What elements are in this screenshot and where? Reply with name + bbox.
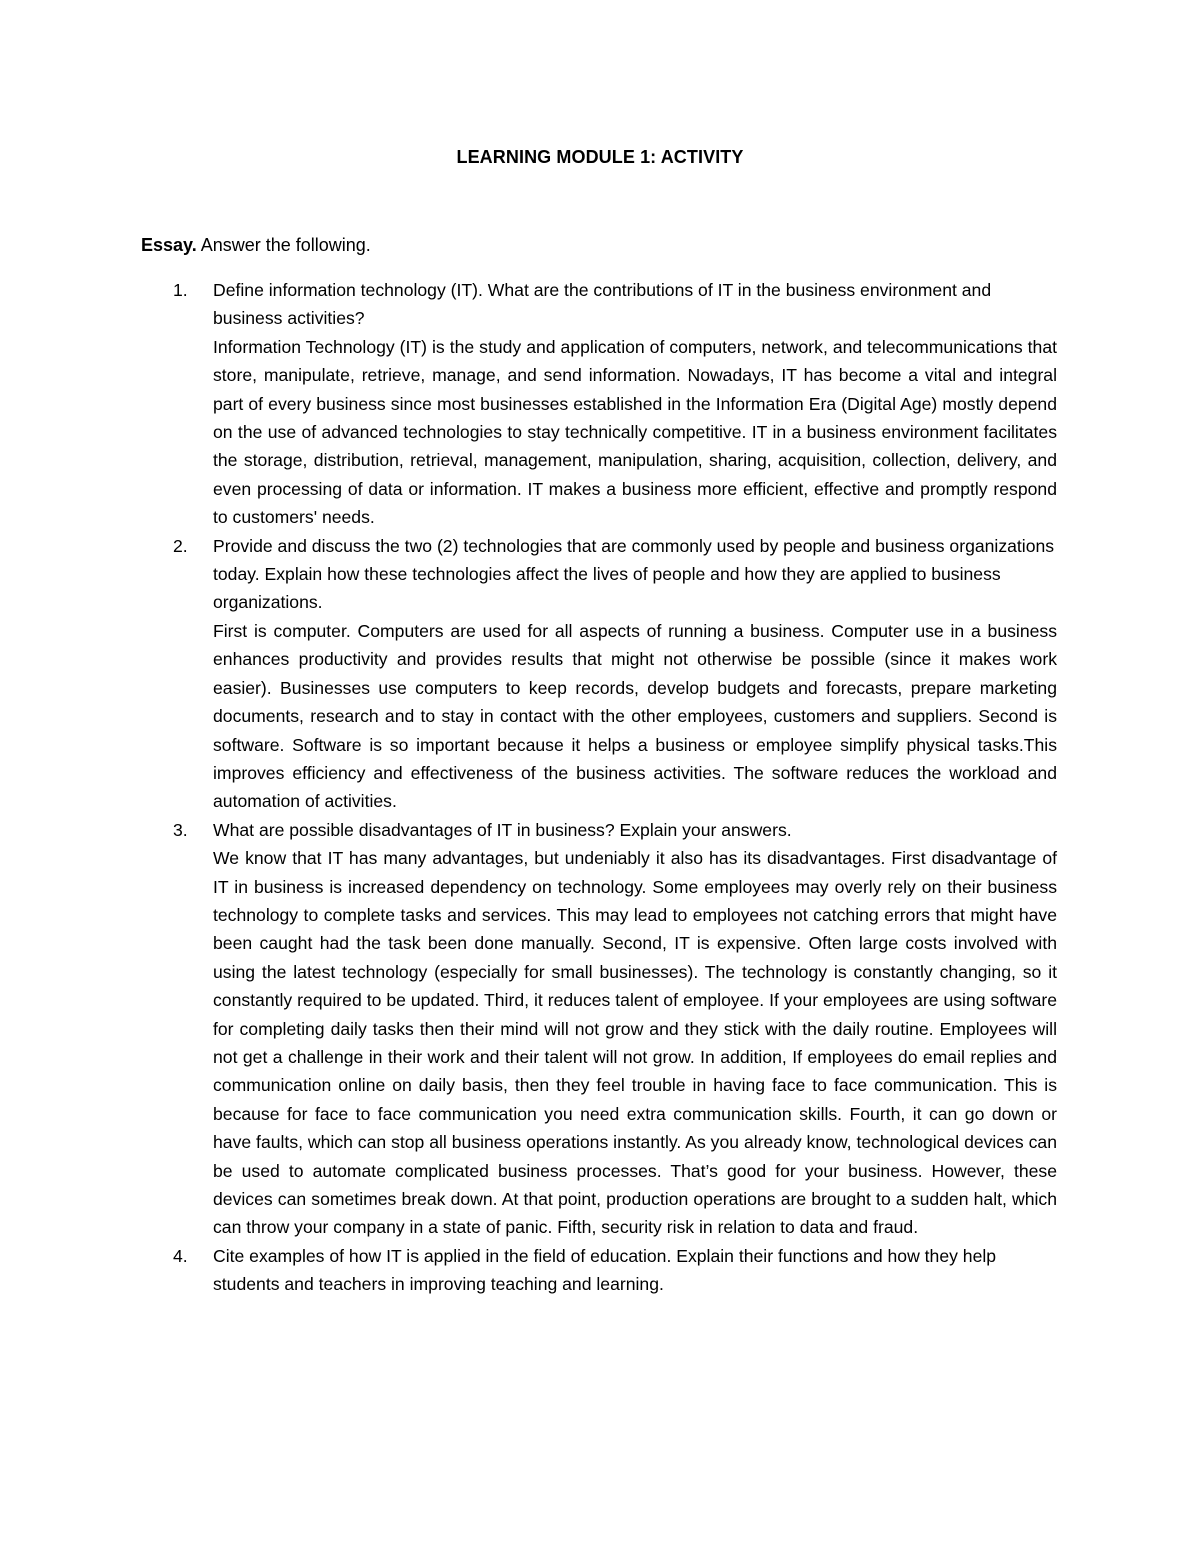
- item-number: 3.: [173, 819, 188, 840]
- instruction-label: Essay.: [141, 235, 197, 255]
- question-text: Provide and discuss the two (2) technologies that are commonly used by people and business organizations today. Explain how these technologies affect the lives of people and how they are applied to business organizations.: [213, 535, 1055, 613]
- question-text: What are possible disadvantages of IT in business? Explain your answers.: [213, 819, 792, 840]
- item-number: 2.: [173, 535, 188, 556]
- question-text: Cite examples of how IT is applied in the field of education. Explain their functions and how they help students and teachers in improving teaching and learning.: [213, 1245, 997, 1295]
- essay-item-2: [141, 532, 1057, 816]
- essay-item-4: [141, 1242, 1057, 1299]
- question-text: Define information technology (IT). What are the contributions of IT in the business environment and business activities?: [213, 280, 992, 329]
- item-number: 4.: [173, 1245, 188, 1266]
- essay-question-list: [141, 276, 1057, 1299]
- instructions: [141, 233, 371, 257]
- essay-item-1: [141, 276, 1057, 532]
- page-title: LEARNING MODULE 1: ACTIVITY: [456, 147, 744, 167]
- answer-text: First is computer. Computers are used for all aspects of running a business. Computer use in a business enhances productivity and provides results that might not otherwise be possible (since it makes work easier). Businesses use computers to keep records, develop budgets and forecasts, prepare marketing documents, research and to stay in contact with the other employees, customers and suppliers. Second is software. Software is so important because it helps a business or employee simplify physical tasks.This improves efficiency and effectiveness of the business activities. The software reduces the workload and automation of activities.: [213, 620, 1057, 812]
- answer-text: We know that IT has many advantages, but undeniably it also has its disadvantages. First disadvantage of IT in business is increased dependency on technology. Some employees may overly rely on their business technology to complete tasks and services. This may lead to employees not catching errors that might have been caught had the task been done manually. Second, IT is expensive. Often large costs involved with using the latest technology (especially for small businesses). The technology is constantly changing, so it constantly required to be updated. Third, it reduces talent of employee. If your employees are using software for completing daily tasks then their mind will not grow and they stick with the daily routine. Employees will not get a challenge in their work and their talent will not grow. In addition, If employees do email replies and communication online on daily basis, then they feel trouble in having face to face communication. This is because for face to face communication you need extra communication skills. Fourth, it can go down or have faults, which can stop all business operations instantly. As you already know, technological devices can be used to automate complicated business processes. That’s good for your business. However, these devices can sometimes break down. At that point, production operations are brought to a sudden halt, which can throw your company in a state of panic. Fifth, security risk in relation to data and fraud.: [213, 848, 1057, 1238]
- answer-text: Information Technology (IT) is the study and application of computers, network, and telecommunications that store, manipulate, retrieve, manage, and send information. Nowadays, IT has become a vital and integral part of every business since most businesses established in the Information Era (Digital Age) mostly depend on the use of advanced technologies to stay technically competitive. IT in a business environment facilitates the storage, distribution, retrieval, management, manipulation, sharing, acquisition, collection, delivery, and even processing of data or information. IT makes a business more efficient, effective and promptly respond to customers' needs.: [213, 336, 1057, 528]
- instruction-text: Answer the following.: [196, 235, 371, 255]
- item-number: 1.: [173, 280, 188, 300]
- essay-item-3: [141, 816, 1057, 1242]
